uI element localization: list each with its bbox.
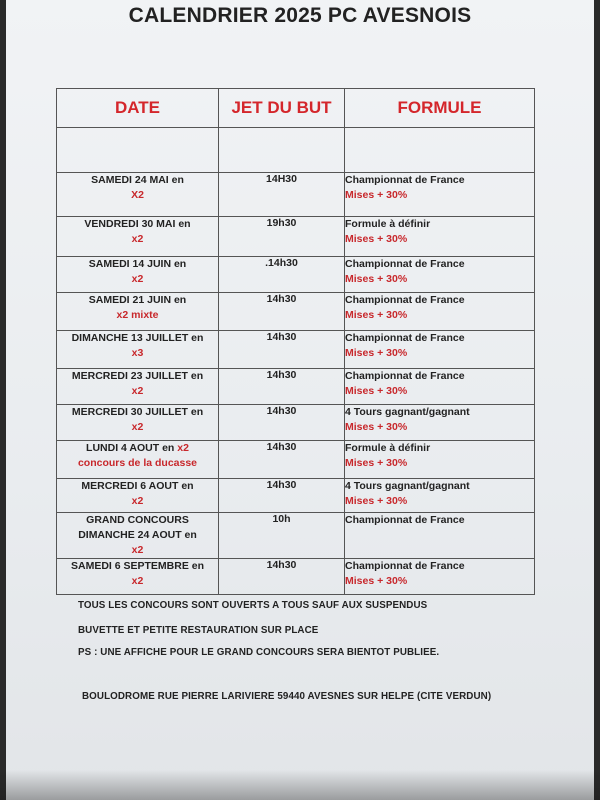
note-ps-affiche: PS : UNE AFFICHE POUR LE GRAND CONCOURS SERA BIENTOT PUBLIEE.	[78, 647, 440, 658]
page-title: CALENDRIER 2025 PC AVESNOIS	[128, 4, 472, 27]
mode-text: x2	[131, 575, 144, 587]
date-text: MERCREDI 30 JUILLET en	[71, 406, 204, 418]
time-cell: 19h30	[219, 217, 345, 257]
date-text: LUNDI 4 AOUT en	[86, 442, 175, 454]
formule-text: 4 Tours gagnant/gagnant	[345, 480, 470, 492]
table-row	[57, 217, 535, 257]
table-row	[57, 479, 535, 513]
table-row	[57, 405, 535, 441]
formule-cell	[345, 257, 535, 293]
mode-text: x2	[131, 233, 144, 245]
header-formule: FORMULE	[345, 89, 535, 128]
header-jet-du-but: JET DU BUT	[219, 89, 345, 128]
formule-cell	[345, 479, 535, 513]
formule-text: Championnat de France	[345, 370, 465, 382]
table-row	[57, 559, 535, 595]
mises-text: Mises + 30%	[345, 273, 408, 285]
date-text: SAMEDI 21 JUIN en	[88, 294, 187, 306]
note-buvette: BUVETTE ET PETITE RESTAURATION SUR PLACE	[78, 625, 319, 636]
calendar-table	[56, 88, 535, 595]
date-cell	[57, 257, 219, 293]
formule-text: Championnat de France	[345, 258, 465, 270]
time-cell: 14h30	[219, 331, 345, 369]
date-text: VENDREDI 30 MAI en	[84, 218, 191, 230]
mode-text: x2	[131, 273, 144, 285]
mode-text: x2 mixte	[116, 309, 159, 321]
formule-text: Formule à définir	[345, 442, 431, 454]
date-text: DIMANCHE 13 JUILLET en	[71, 332, 204, 344]
date-cell	[57, 173, 219, 217]
date-cell	[57, 405, 219, 441]
formule-text: Championnat de France	[345, 514, 465, 526]
mises-text: Mises + 30%	[345, 189, 408, 201]
date-text: MERCREDI 23 JUILLET en	[71, 370, 204, 382]
date-text: SAMEDI 24 MAI en	[91, 174, 184, 186]
time-cell: 14H30	[219, 173, 345, 217]
table-row	[57, 173, 535, 217]
formule-cell	[345, 173, 535, 217]
time-cell: 10h	[219, 513, 345, 559]
formule-text: Formule à définir	[345, 218, 431, 230]
formule-cell	[345, 559, 535, 595]
mises-text: Mises + 30%	[345, 309, 408, 321]
formule-cell	[345, 441, 535, 479]
event-name: concours de la ducasse	[77, 457, 198, 469]
mode-text: x3	[131, 347, 144, 359]
date-cell	[57, 369, 219, 405]
time-cell: 14h30	[219, 479, 345, 513]
mises-text: Mises + 30%	[345, 575, 408, 587]
formule-cell	[345, 513, 535, 559]
table-header-row	[57, 89, 535, 128]
mode-text: x2	[131, 544, 144, 556]
mises-text: Mises + 30%	[345, 385, 408, 397]
date-cell	[57, 331, 219, 369]
time-cell: 14h30	[219, 369, 345, 405]
empty-row	[57, 128, 535, 173]
table-row	[57, 369, 535, 405]
table-row	[57, 441, 535, 479]
formule-text: Championnat de France	[345, 174, 465, 186]
date-cell	[57, 513, 219, 559]
formule-text: Championnat de France	[345, 332, 465, 344]
formule-cell	[345, 369, 535, 405]
date-text: SAMEDI 6 SEPTEMBRE en	[70, 560, 205, 572]
date-text: SAMEDI 14 JUIN en	[88, 258, 187, 270]
table-row	[57, 257, 535, 293]
formule-cell	[345, 331, 535, 369]
table-row	[57, 331, 535, 369]
formule-cell	[345, 293, 535, 331]
mode-text: X2	[131, 189, 144, 201]
date-cell	[57, 441, 219, 479]
date-text: MERCREDI 6 AOUT en	[81, 480, 194, 492]
mises-text: Mises + 30%	[345, 421, 408, 433]
mode-inline: x2	[177, 442, 189, 454]
formule-cell	[345, 217, 535, 257]
note-open-to-all: TOUS LES CONCOURS SONT OUVERTS A TOUS SAUF AUX SUSPENDUS	[78, 600, 428, 611]
formule-text: 4 Tours gagnant/gagnant	[345, 406, 470, 418]
time-cell: 14h30	[219, 441, 345, 479]
mises-text: Mises + 30%	[345, 495, 408, 507]
date-cell	[57, 217, 219, 257]
date-text: GRAND CONCOURS DIMANCHE 24 AOUT en	[78, 514, 197, 541]
formule-text: Championnat de France	[345, 560, 465, 572]
time-cell: 14h30	[219, 405, 345, 441]
formule-cell	[345, 405, 535, 441]
time-cell: 14h30	[219, 293, 345, 331]
mode-text: x2	[131, 495, 144, 507]
mode-text: x2	[131, 385, 144, 397]
date-cell	[57, 559, 219, 595]
header-date: DATE	[57, 89, 219, 128]
screen-bezel-shadow	[0, 770, 600, 800]
mode-text: x2	[131, 421, 144, 433]
table-row	[57, 513, 535, 559]
mises-text: Mises + 30%	[345, 347, 408, 359]
note-address: BOULODROME RUE PIERRE LARIVIERE 59440 AVESNES SUR HELPE (CITE VERDUN)	[82, 691, 492, 702]
table-row	[57, 293, 535, 331]
time-cell: .14h30	[219, 257, 345, 293]
mises-text: Mises + 30%	[345, 233, 408, 245]
mises-text: Mises + 30%	[345, 457, 408, 469]
time-cell: 14h30	[219, 559, 345, 595]
date-cell	[57, 479, 219, 513]
date-cell	[57, 293, 219, 331]
formule-text: Championnat de France	[345, 294, 465, 306]
